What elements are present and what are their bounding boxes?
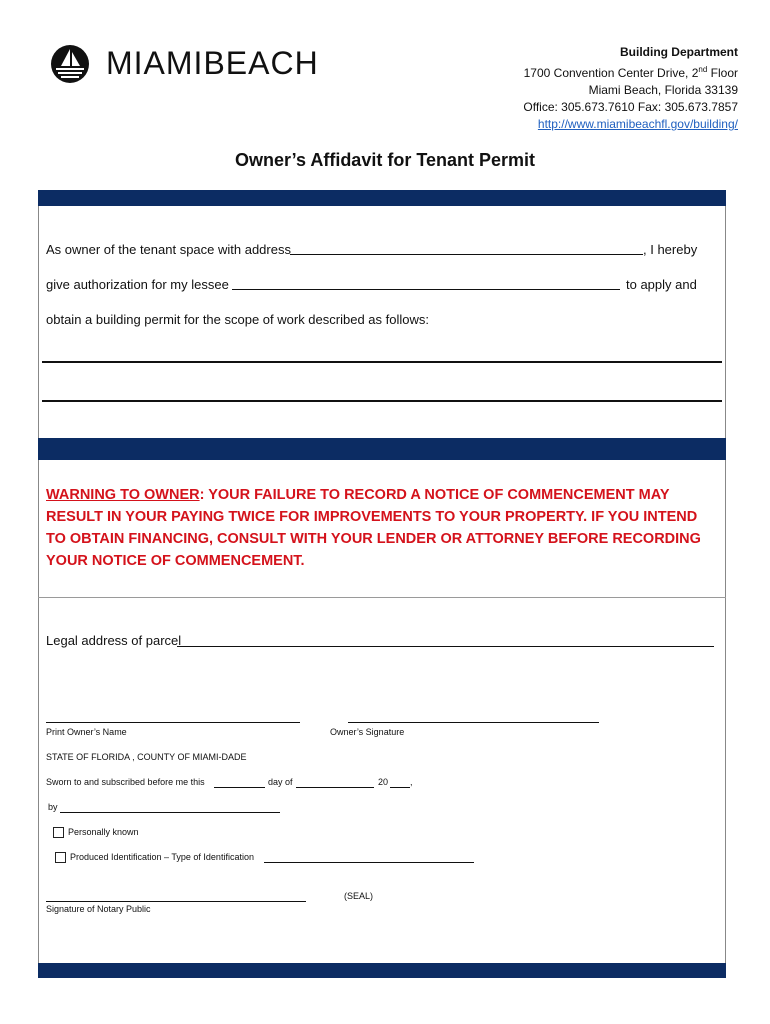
by-label: by bbox=[48, 802, 58, 812]
department-url-link[interactable]: http://www.miamibeachfl.gov/building/ bbox=[537, 117, 738, 131]
warning-body: : YOUR FAILURE TO RECORD A NOTICE OF COMMENCEMENT MAY RESULT IN YOUR PAYING TWICE FOR IMPROVEMENTS TO YOUR PROPERTY. IF YOU INTEND TO OBTAIN FINANCING, CONSULT WITH YOUR LENDER OR ATTORNEY BEFORE RECORDING YOUR NOTICE OF COMMENCEMENT. bbox=[46, 487, 701, 569]
sworn-year-prefix: 20 bbox=[378, 777, 389, 787]
section-divider bbox=[38, 597, 726, 598]
lessee-label: give authorization for my lessee bbox=[46, 277, 229, 292]
sworn-label: Sworn to and subscribed before me this bbox=[46, 777, 205, 787]
by-field[interactable] bbox=[60, 812, 280, 813]
lessee-field[interactable] bbox=[232, 289, 620, 290]
sworn-end: , bbox=[410, 777, 413, 787]
owner-address-label: As owner of the tenant space with address bbox=[46, 242, 291, 257]
logo-wordmark bbox=[106, 46, 319, 80]
owner-name-field[interactable] bbox=[46, 722, 300, 723]
produced-id-label: Produced Identification – Type of Identification bbox=[70, 852, 254, 862]
middle-band bbox=[38, 438, 726, 460]
department-name: Building Department bbox=[619, 45, 738, 59]
seal-label: (SEAL) bbox=[344, 891, 374, 901]
department-address-2: Miami Beach, Florida 33139 bbox=[588, 83, 738, 97]
scope-label: obtain a building permit for the scope of work described as follows: bbox=[46, 312, 429, 327]
page-title: Owner’s Affidavit for Tenant Permit bbox=[234, 150, 536, 170]
owner-signature-field[interactable] bbox=[348, 722, 599, 723]
top-band bbox=[38, 190, 726, 206]
personally-known-option[interactable] bbox=[53, 827, 139, 838]
owner-signature-label: Owner’s Signature bbox=[330, 727, 405, 737]
sworn-day-of: day of bbox=[268, 777, 293, 787]
miami-beach-logo-icon bbox=[50, 44, 90, 84]
department-phone: Office: 305.673.7610 Fax: 305.673.7857 bbox=[523, 100, 738, 114]
scope-line-2[interactable] bbox=[42, 400, 722, 402]
sworn-month-field[interactable] bbox=[296, 787, 374, 788]
produced-id-checkbox[interactable] bbox=[55, 852, 66, 863]
notary-signature-field[interactable] bbox=[46, 901, 306, 902]
department-address-1: 1700 Convention Center Drive, 2nd Floor bbox=[523, 65, 738, 80]
id-type-field[interactable] bbox=[264, 862, 474, 863]
owner-name-label: Print Owner’s Name bbox=[46, 727, 127, 737]
produced-id-option[interactable] bbox=[55, 852, 254, 863]
lessee-suffix: to apply and bbox=[626, 277, 697, 292]
logo-left: MIAMI bbox=[106, 45, 204, 81]
parcel-field[interactable] bbox=[177, 646, 714, 647]
scope-line-1[interactable] bbox=[42, 361, 722, 363]
warning-lead: WARNING TO OWNER bbox=[46, 487, 200, 503]
sworn-year-field[interactable] bbox=[390, 787, 410, 788]
bottom-band bbox=[38, 963, 726, 978]
sworn-day-field[interactable] bbox=[214, 787, 265, 788]
owner-address-suffix: , I hereby bbox=[643, 242, 698, 257]
logo-right: BEACH bbox=[203, 45, 319, 81]
owner-address-field[interactable] bbox=[290, 254, 643, 255]
warning-text bbox=[46, 484, 716, 572]
personally-known-checkbox[interactable] bbox=[53, 827, 64, 838]
department-info bbox=[523, 44, 738, 133]
parcel-label: Legal address of parcel bbox=[46, 633, 182, 648]
notary-signature-label: Signature of Notary Public bbox=[46, 904, 151, 914]
state-county: STATE OF FLORIDA , COUNTY OF MIAMI-DADE bbox=[46, 752, 247, 762]
personally-known-label: Personally known bbox=[68, 827, 139, 837]
